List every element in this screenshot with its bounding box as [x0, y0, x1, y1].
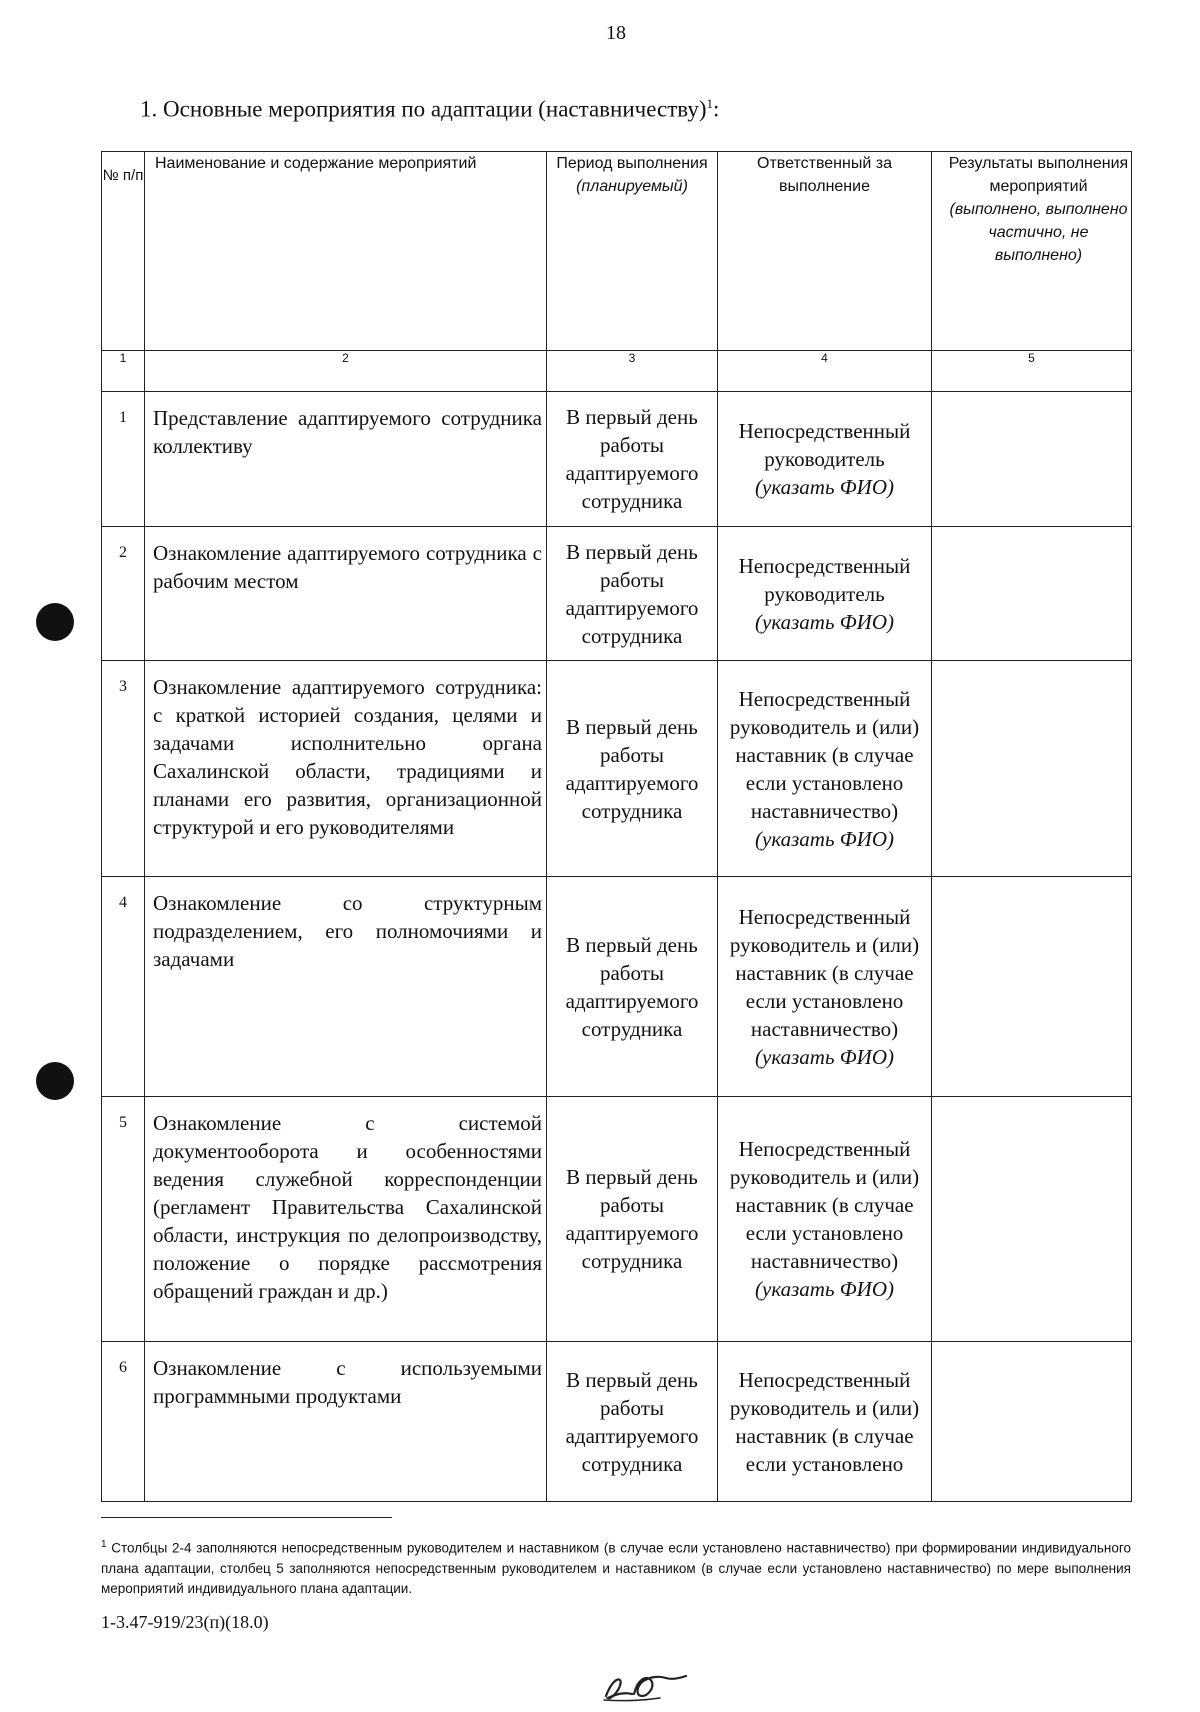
row-period: В первый день работы адаптируемого сотрудника: [547, 392, 718, 527]
row-responsible-text: Непосредственный руководитель: [738, 553, 911, 606]
row-responsible: [718, 1342, 932, 1502]
row-description: Ознакомление адаптируемого сотрудника с рабочим местом: [145, 527, 547, 661]
section-title-text: 1. Основные мероприятия по адаптации (наставничеству): [140, 96, 707, 122]
header-results-label: Результаты выполнения мероприятий: [948, 155, 1129, 195]
section-title-suffix: :: [713, 96, 720, 122]
row-result: [932, 877, 1132, 1097]
footnote-marker: 1: [101, 1539, 107, 1550]
table-row: [102, 392, 1132, 527]
row-responsible-note: (указать ФИО): [755, 1044, 894, 1069]
table-row: [102, 661, 1132, 877]
row-responsible: [718, 877, 932, 1097]
punch-hole-top: [36, 603, 74, 641]
row-responsible: [718, 661, 932, 877]
row-responsible-note: (указать ФИО): [755, 826, 894, 851]
table-row: [102, 877, 1132, 1097]
row-responsible-text: Непосредственный руководитель: [738, 419, 911, 471]
document-code: 1-3.47-919/23(п)(18.0): [101, 1612, 269, 1632]
row-number: 4: [102, 877, 145, 1097]
row-period: В первый день работы адаптируемого сотрудника: [547, 661, 718, 877]
row-result: [932, 661, 1132, 877]
row-description: Ознакомление адаптируемого сотрудника: с краткой историей создания, целями и задачами исполнительно органа Сахалинской области, традициями и планами его развития, организационной структурой и его руководителями: [145, 661, 547, 877]
header-period: [547, 152, 718, 351]
row-description: Ознакомление со структурным подразделением, его полномочиями и задачами: [145, 877, 547, 1097]
footnote-divider: [101, 1517, 392, 1518]
row-number: 3: [102, 661, 145, 877]
row-description: Ознакомление с используемыми программными продуктами: [145, 1342, 547, 1502]
table-header-row: [102, 152, 1132, 351]
header-responsible: Ответственный за выполнение: [718, 152, 932, 351]
table-row: [102, 1097, 1132, 1342]
row-responsible: [718, 1097, 932, 1342]
row-result: [932, 1097, 1132, 1342]
row-description: Представление адаптируемого сотрудника коллективу: [145, 392, 547, 527]
footnote-text: Столбцы 2-4 заполняются непосредственным руководителем и наставником (в случае если установлено наставничество) при формировании индивидуального плана адаптации, столбец 5 заполняются непосредственным руководителем и наставником (в случае если установлено наставничество) по мере выполнения мероприятий индивидуального плана адаптации.: [101, 1540, 1131, 1596]
row-responsible-note: (указать ФИО): [755, 1277, 894, 1301]
row-number: 2: [102, 527, 145, 661]
adaptation-plan-table: [101, 151, 1132, 1502]
footnote-ref: 1: [706, 96, 713, 111]
row-result: [932, 392, 1132, 527]
row-responsible-text: Непосредственный руководитель и (или) наставник (в случае если установлено: [729, 1367, 920, 1476]
row-number: 1: [102, 392, 145, 527]
row-period: В первый день работы адаптируемого сотрудника: [547, 877, 718, 1097]
column-number: 1: [102, 351, 145, 392]
row-responsible: [718, 392, 932, 527]
row-number: 5: [102, 1097, 145, 1342]
header-name: Наименование и содержание мероприятий: [145, 152, 547, 351]
row-period: В первый день работы адаптируемого сотрудника: [547, 1342, 718, 1502]
row-description: Ознакомление с системой документооборота и особенностями ведения служебной корреспонденции (регламент Правительства Сахалинской области, инструкция по делопроизводству, положение о порядке рассмотрения обращений граждан и др.): [145, 1097, 547, 1342]
row-responsible-text: Непосредственный руководитель и (или) наставник (в случае если установлено наставничество): [729, 686, 920, 823]
header-num: № п/п: [102, 152, 145, 351]
row-period: В первый день работы адаптируемого сотрудника: [547, 1097, 718, 1342]
row-result: [932, 1342, 1132, 1502]
punch-hole-bottom: [36, 1062, 74, 1100]
row-responsible-text: Непосредственный руководитель и (или) наставник (в случае если установлено наставничество): [729, 904, 920, 1041]
column-numbers-row: [102, 351, 1132, 392]
table-row: [102, 1342, 1132, 1502]
column-number: 5: [932, 351, 1132, 392]
column-number: 2: [145, 351, 547, 392]
header-period-note: (планируемый): [576, 178, 688, 195]
footnote: [101, 1535, 1131, 1599]
row-responsible-text: Непосредственный руководитель и (или) наставник (в случае если установлено наставничество): [729, 1137, 920, 1273]
section-title: [140, 96, 719, 123]
handwritten-page-mark: [600, 1668, 690, 1702]
row-result: [932, 527, 1132, 661]
header-period-label: Период выполнения: [556, 155, 708, 172]
column-number: 3: [547, 351, 718, 392]
row-number: 6: [102, 1342, 145, 1502]
column-number: 4: [718, 351, 932, 392]
row-responsible-note: (указать ФИО): [755, 609, 894, 634]
page-number: 18: [606, 22, 626, 44]
row-responsible-note: (указать ФИО): [755, 475, 894, 499]
header-results: [932, 152, 1132, 351]
table-row: [102, 527, 1132, 661]
header-results-note: (выполнено, выполнено частично, не выполнено): [949, 201, 1128, 264]
row-period: В первый день работы адаптируемого сотрудника: [547, 527, 718, 661]
row-responsible: [718, 527, 932, 661]
